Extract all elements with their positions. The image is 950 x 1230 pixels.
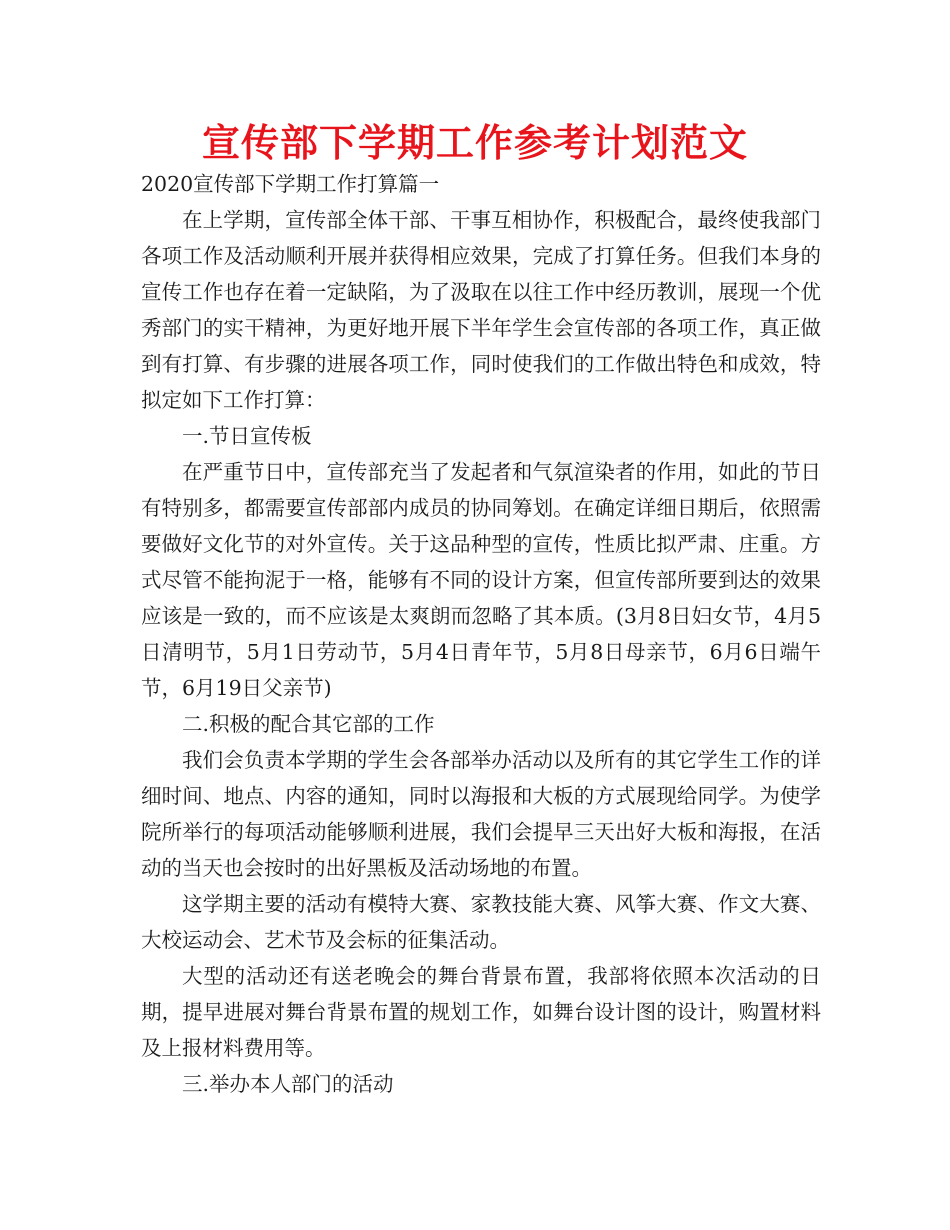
section-heading: 一.节日宣传板	[182, 424, 312, 448]
document-body	[141, 166, 821, 1102]
section-subtitle: 2020宣传部下学期工作打算篇一	[141, 172, 440, 196]
body-paragraph: 我们会负责本学期的学生会各部举办活动以及所有的其它学生工作的详细时间、地点、内容的通知，同时以海报和大板的方式展现给同学。为使学院所举行的每项活动能够顺利进展，我们会提早三天出好大板和海报，在活动的当天也会按时的出好黑板及活动场地的布置。	[141, 748, 821, 880]
body-paragraph: 在上学期，宣传部全体干部、干事互相协作，积极配合，最终使我部门各项工作及活动顺利开展并获得相应效果，完成了打算任务。但我们本身的宣传工作也存在着一定缺陷，为了汲取在以往工作中经历教训，展现一个优秀部门的实干精神，为更好地开展下半年学生会宣传部的各项工作，真正做到有打算、有步骤的进展各项工作，同时使我们的工作做出特色和成效，特拟定如下工作打算：	[141, 208, 821, 412]
document-title: 宣传部下学期工作参考计划范文	[201, 121, 748, 165]
body-paragraph: 这学期主要的活动有模特大赛、家教技能大赛、风筝大赛、作文大赛、大校运动会、艺术节及会标的征集活动。	[141, 892, 821, 952]
section-heading: 二.积极的配合其它部的工作	[182, 712, 435, 736]
body-paragraph: 大型的活动还有送老晚会的舞台背景布置，我部将依照本次活动的日期，提早进展对舞台背景布置的规划工作，如舞台设计图的设计，购置材料及上报材料费用等。	[141, 964, 821, 1060]
body-paragraph: 在严重节日中，宣传部充当了发起者和气氛渲染者的作用，如此的节日有特别多，都需要宣传部部内成员的协同筹划。在确定详细日期后，依照需要做好文化节的对外宣传。关于这品种型的宣传，性质比拟严肃、庄重。方式尽管不能拘泥于一格，能够有不同的设计方案，但宣传部所要到达的效果应该是一致的，而不应该是太爽朗而忽略了其本质。(3月8日妇女节，4月5日清明节，5月1日劳动节，5月4日青年节，5月8日母亲节，6月6日端午节，6月19日父亲节)	[141, 460, 821, 700]
section-heading: 三.举办本人部门的活动	[182, 1072, 394, 1096]
